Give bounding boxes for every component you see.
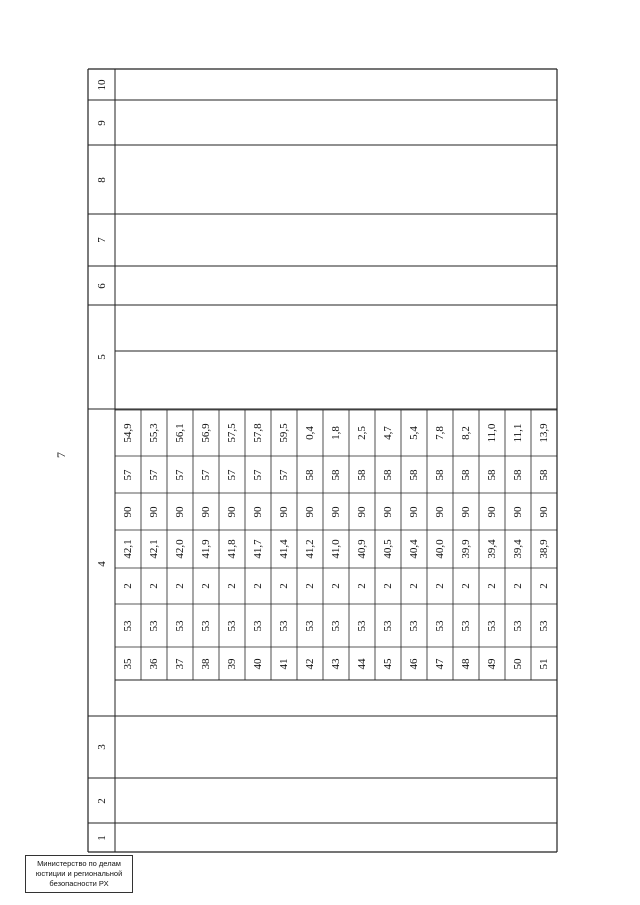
table-cell: 41,8 <box>226 539 238 559</box>
table-cell: 58 <box>512 469 524 480</box>
ministry-stamp <box>25 855 133 893</box>
table-cell: 57,8 <box>252 423 264 443</box>
table-cell: 46 <box>408 658 420 669</box>
column-number-4: 4 <box>95 561 108 567</box>
table-cell: 40,0 <box>434 539 446 559</box>
table-cell: 57 <box>278 469 290 480</box>
table-cell: 2 <box>174 583 186 589</box>
table-cell: 44 <box>356 658 368 669</box>
table-cell: 2 <box>330 583 342 589</box>
table-cell: 53 <box>382 620 394 631</box>
table-cell: 49 <box>486 658 498 669</box>
table-cell: 39 <box>226 658 238 669</box>
column-number-2: 2 <box>95 797 108 804</box>
table-cell: 36 <box>148 658 160 669</box>
table-cell: 53 <box>512 620 524 631</box>
table-cell: 90 <box>538 506 550 517</box>
table-cell: 2 <box>434 583 446 589</box>
table-cell: 57 <box>200 469 212 480</box>
table-cell: 57 <box>148 469 160 480</box>
table-cell: 90 <box>460 506 472 517</box>
table-cell: 53 <box>434 620 446 631</box>
column-number-8: 8 <box>95 176 108 183</box>
table-cell: 57 <box>174 469 186 480</box>
table-cell: 13,9 <box>538 423 550 443</box>
table-cell: 58 <box>538 469 550 480</box>
table-cell: 53 <box>122 620 134 631</box>
table-cell: 7,8 <box>434 426 446 440</box>
table-cell: 58 <box>434 469 446 480</box>
table-cell: 53 <box>460 620 472 631</box>
table-cell: 38 <box>200 658 212 669</box>
table-cell: 58 <box>408 469 420 480</box>
table-cell: 57,5 <box>226 423 238 443</box>
table-cell: 2 <box>148 583 160 589</box>
stamp-line-3: безопасности РХ <box>49 879 109 888</box>
table-cell: 57 <box>226 469 238 480</box>
table-cell: 56,9 <box>200 423 212 443</box>
table-cell: 58 <box>304 469 316 480</box>
column-number-3: 3 <box>95 744 108 750</box>
table-cell: 2 <box>278 583 290 589</box>
table-cell: 41,2 <box>304 539 316 559</box>
table-cell: 51 <box>538 658 550 669</box>
table-cell: 90 <box>174 506 186 517</box>
table-cell: 42,1 <box>148 539 160 559</box>
table-cell: 4,7 <box>382 426 394 440</box>
table-cell: 2 <box>382 583 394 589</box>
table-cell: 11,0 <box>486 423 498 443</box>
table-cell: 53 <box>200 620 212 631</box>
table-cell: 40 <box>252 658 264 669</box>
table-cell: 2 <box>304 583 316 589</box>
column-number-7: 7 <box>95 237 108 243</box>
table-cell: 53 <box>278 620 290 631</box>
table-cell: 59,5 <box>278 423 290 443</box>
table-cell: 39,4 <box>486 539 498 559</box>
table-cell: 41,0 <box>330 539 342 559</box>
table-cell: 1,8 <box>330 426 342 440</box>
table-cell: 2 <box>200 583 212 589</box>
table-cell: 43 <box>330 658 342 669</box>
table-cell: 90 <box>226 506 238 517</box>
table-cell: 8,2 <box>460 426 472 440</box>
table-cell: 2 <box>538 583 550 589</box>
table-cell: 57 <box>252 469 264 480</box>
table-cell: 55,3 <box>148 423 160 443</box>
table-cell: 90 <box>434 506 446 517</box>
table-cell: 40,4 <box>408 539 420 559</box>
table-cell: 56,1 <box>174 423 186 443</box>
column-number-10: 10 <box>95 79 108 90</box>
column-number-9: 9 <box>95 119 108 126</box>
table-cell: 58 <box>356 469 368 480</box>
table-cell: 53 <box>356 620 368 631</box>
table-cell: 2 <box>252 583 264 589</box>
table-cell: 2,5 <box>356 426 368 440</box>
table-cell: 47 <box>434 658 446 669</box>
table-cell: 58 <box>330 469 342 480</box>
table-cell: 11,1 <box>512 423 524 443</box>
table-cell: 0,4 <box>304 426 316 440</box>
table-cell: 53 <box>252 620 264 631</box>
page-number: 7 <box>54 452 68 458</box>
table-cell: 90 <box>408 506 420 517</box>
table-cell: 53 <box>226 620 238 631</box>
table-cell: 41,9 <box>200 539 212 559</box>
table-cell: 37 <box>174 658 186 669</box>
table-cell: 90 <box>122 506 134 517</box>
table-cell: 53 <box>538 620 550 631</box>
table-cell: 90 <box>200 506 212 517</box>
table-cell: 53 <box>148 620 160 631</box>
table-cell: 5,4 <box>408 426 420 440</box>
table-cell: 90 <box>512 506 524 517</box>
table-cell: 42,1 <box>122 539 134 559</box>
table-cell: 2 <box>356 583 368 589</box>
stamp-line-1: Министерство по делам <box>37 859 121 868</box>
table-cell: 90 <box>486 506 498 517</box>
table-cell: 90 <box>356 506 368 517</box>
table-cell: 38,9 <box>538 539 550 559</box>
table-cell: 40,9 <box>356 539 368 559</box>
column-number-1: 1 <box>95 834 108 841</box>
table-cell: 2 <box>122 583 134 589</box>
table-cell: 90 <box>330 506 342 517</box>
table-cell: 50 <box>512 658 524 669</box>
table-cell: 53 <box>486 620 498 631</box>
table-cell: 90 <box>382 506 394 517</box>
table-cell: 35 <box>122 658 134 669</box>
table-cell: 40,5 <box>382 539 394 559</box>
table-cell: 39,9 <box>460 539 472 559</box>
table-cell: 54,9 <box>122 423 134 443</box>
table-cell: 58 <box>460 469 472 480</box>
table-cell: 58 <box>486 469 498 480</box>
table-cell: 41,7 <box>252 539 264 559</box>
table-cell: 2 <box>512 583 524 589</box>
table-cell: 57 <box>122 469 134 480</box>
table-cell: 53 <box>304 620 316 631</box>
table-cell: 2 <box>408 583 420 589</box>
table-cell: 90 <box>148 506 160 517</box>
table-cell: 42,0 <box>174 539 186 559</box>
table-cell: 39,4 <box>512 539 524 559</box>
table-cell: 42 <box>304 658 316 669</box>
table-cell: 2 <box>460 583 472 589</box>
column-number-6: 6 <box>95 282 108 289</box>
table-cell: 58 <box>382 469 394 480</box>
table-cell: 90 <box>252 506 264 517</box>
table-cell: 2 <box>226 583 238 589</box>
table-cell: 90 <box>304 506 316 517</box>
stamp-line-2: юстиции и региональной <box>35 869 123 878</box>
table-cell: 41 <box>278 658 290 669</box>
table-cell: 53 <box>408 620 420 631</box>
table-cell: 48 <box>460 658 472 669</box>
column-number-5: 5 <box>95 354 108 360</box>
table-cell: 53 <box>330 620 342 631</box>
table-cell: 53 <box>174 620 186 631</box>
table-cell: 41,4 <box>278 539 290 559</box>
table-cell: 45 <box>382 658 394 669</box>
table-cell: 90 <box>278 506 290 517</box>
table-cell: 2 <box>486 583 498 589</box>
